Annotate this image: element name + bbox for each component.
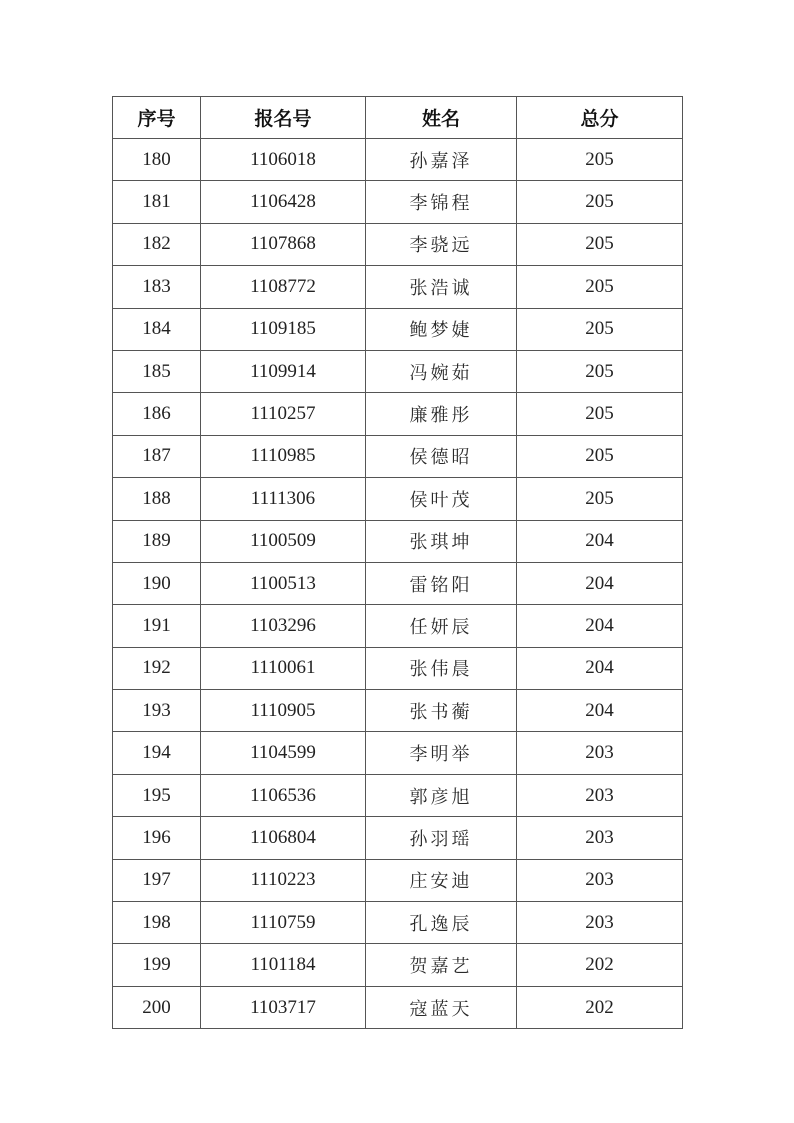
cell-seq: 191	[113, 605, 201, 647]
cell-score: 205	[517, 266, 683, 308]
cell-reg-no: 1106804	[201, 817, 366, 859]
table-row	[113, 774, 683, 816]
cell-score: 203	[517, 732, 683, 774]
table-row	[113, 817, 683, 859]
cell-reg-no: 1107868	[201, 223, 366, 265]
cell-reg-no: 1110257	[201, 393, 366, 435]
table-header	[113, 97, 683, 139]
table-row	[113, 605, 683, 647]
cell-reg-no: 1101184	[201, 944, 366, 986]
cell-seq: 188	[113, 478, 201, 520]
cell-name: 鲍梦婕	[366, 308, 517, 350]
cell-reg-no: 1110985	[201, 435, 366, 477]
cell-seq: 197	[113, 859, 201, 901]
cell-seq: 199	[113, 944, 201, 986]
cell-name: 张书蘅	[366, 690, 517, 732]
cell-name: 庄安迪	[366, 859, 517, 901]
cell-name: 李骁远	[366, 223, 517, 265]
header-name: 姓名	[366, 97, 517, 139]
cell-seq: 181	[113, 181, 201, 223]
cell-seq: 196	[113, 817, 201, 859]
cell-name: 冯婉茹	[366, 350, 517, 392]
table-row	[113, 478, 683, 520]
cell-reg-no: 1108772	[201, 266, 366, 308]
cell-name: 任妍辰	[366, 605, 517, 647]
cell-name: 郭彦旭	[366, 774, 517, 816]
cell-seq: 185	[113, 350, 201, 392]
table-row	[113, 520, 683, 562]
cell-score: 202	[517, 944, 683, 986]
cell-name: 李锦程	[366, 181, 517, 223]
cell-seq: 189	[113, 520, 201, 562]
cell-score: 204	[517, 562, 683, 604]
cell-reg-no: 1106428	[201, 181, 366, 223]
table-row	[113, 223, 683, 265]
cell-score: 205	[517, 478, 683, 520]
cell-name: 张琪坤	[366, 520, 517, 562]
cell-name: 孔逸辰	[366, 902, 517, 944]
cell-score: 204	[517, 605, 683, 647]
header-reg-no: 报名号	[201, 97, 366, 139]
cell-name: 张伟晨	[366, 647, 517, 689]
cell-name: 侯叶茂	[366, 478, 517, 520]
cell-name: 孙羽瑶	[366, 817, 517, 859]
table-row	[113, 139, 683, 181]
cell-reg-no: 1106536	[201, 774, 366, 816]
table-row	[113, 181, 683, 223]
table-row	[113, 859, 683, 901]
cell-reg-no: 1100509	[201, 520, 366, 562]
cell-reg-no: 1110061	[201, 647, 366, 689]
cell-seq: 198	[113, 902, 201, 944]
cell-seq: 183	[113, 266, 201, 308]
cell-score: 202	[517, 986, 683, 1028]
cell-name: 孙嘉泽	[366, 139, 517, 181]
cell-reg-no: 1110759	[201, 902, 366, 944]
cell-reg-no: 1109185	[201, 308, 366, 350]
cell-name: 贺嘉艺	[366, 944, 517, 986]
cell-score: 204	[517, 520, 683, 562]
cell-reg-no: 1103717	[201, 986, 366, 1028]
cell-score: 205	[517, 139, 683, 181]
cell-reg-no: 1106018	[201, 139, 366, 181]
cell-score: 205	[517, 435, 683, 477]
cell-seq: 187	[113, 435, 201, 477]
cell-score: 203	[517, 902, 683, 944]
cell-score: 205	[517, 308, 683, 350]
table-row	[113, 562, 683, 604]
cell-seq: 193	[113, 690, 201, 732]
table-body	[113, 139, 683, 1029]
table-row	[113, 902, 683, 944]
cell-score: 205	[517, 181, 683, 223]
cell-reg-no: 1100513	[201, 562, 366, 604]
score-table	[112, 96, 683, 1029]
cell-seq: 186	[113, 393, 201, 435]
table-row	[113, 308, 683, 350]
cell-seq: 184	[113, 308, 201, 350]
cell-score: 203	[517, 859, 683, 901]
table-row	[113, 435, 683, 477]
cell-score: 204	[517, 647, 683, 689]
table-row	[113, 266, 683, 308]
cell-seq: 192	[113, 647, 201, 689]
cell-name: 雷铭阳	[366, 562, 517, 604]
cell-score: 203	[517, 774, 683, 816]
table-row	[113, 393, 683, 435]
cell-seq: 194	[113, 732, 201, 774]
cell-score: 205	[517, 393, 683, 435]
cell-score: 204	[517, 690, 683, 732]
cell-seq: 200	[113, 986, 201, 1028]
cell-reg-no: 1103296	[201, 605, 366, 647]
header-seq: 序号	[113, 97, 201, 139]
cell-score: 205	[517, 350, 683, 392]
cell-name: 李明举	[366, 732, 517, 774]
cell-reg-no: 1104599	[201, 732, 366, 774]
cell-name: 侯德昭	[366, 435, 517, 477]
cell-reg-no: 1110223	[201, 859, 366, 901]
cell-name: 张浩诚	[366, 266, 517, 308]
cell-seq: 182	[113, 223, 201, 265]
cell-name: 寇蓝天	[366, 986, 517, 1028]
header-row	[113, 97, 683, 139]
cell-score: 205	[517, 223, 683, 265]
cell-score: 203	[517, 817, 683, 859]
table-row	[113, 732, 683, 774]
cell-seq: 180	[113, 139, 201, 181]
table-row	[113, 944, 683, 986]
cell-seq: 195	[113, 774, 201, 816]
cell-seq: 190	[113, 562, 201, 604]
table-row	[113, 690, 683, 732]
table-row	[113, 350, 683, 392]
cell-name: 廉雅彤	[366, 393, 517, 435]
cell-reg-no: 1111306	[201, 478, 366, 520]
header-score: 总分	[517, 97, 683, 139]
table-row	[113, 986, 683, 1028]
cell-reg-no: 1110905	[201, 690, 366, 732]
cell-reg-no: 1109914	[201, 350, 366, 392]
table-row	[113, 647, 683, 689]
